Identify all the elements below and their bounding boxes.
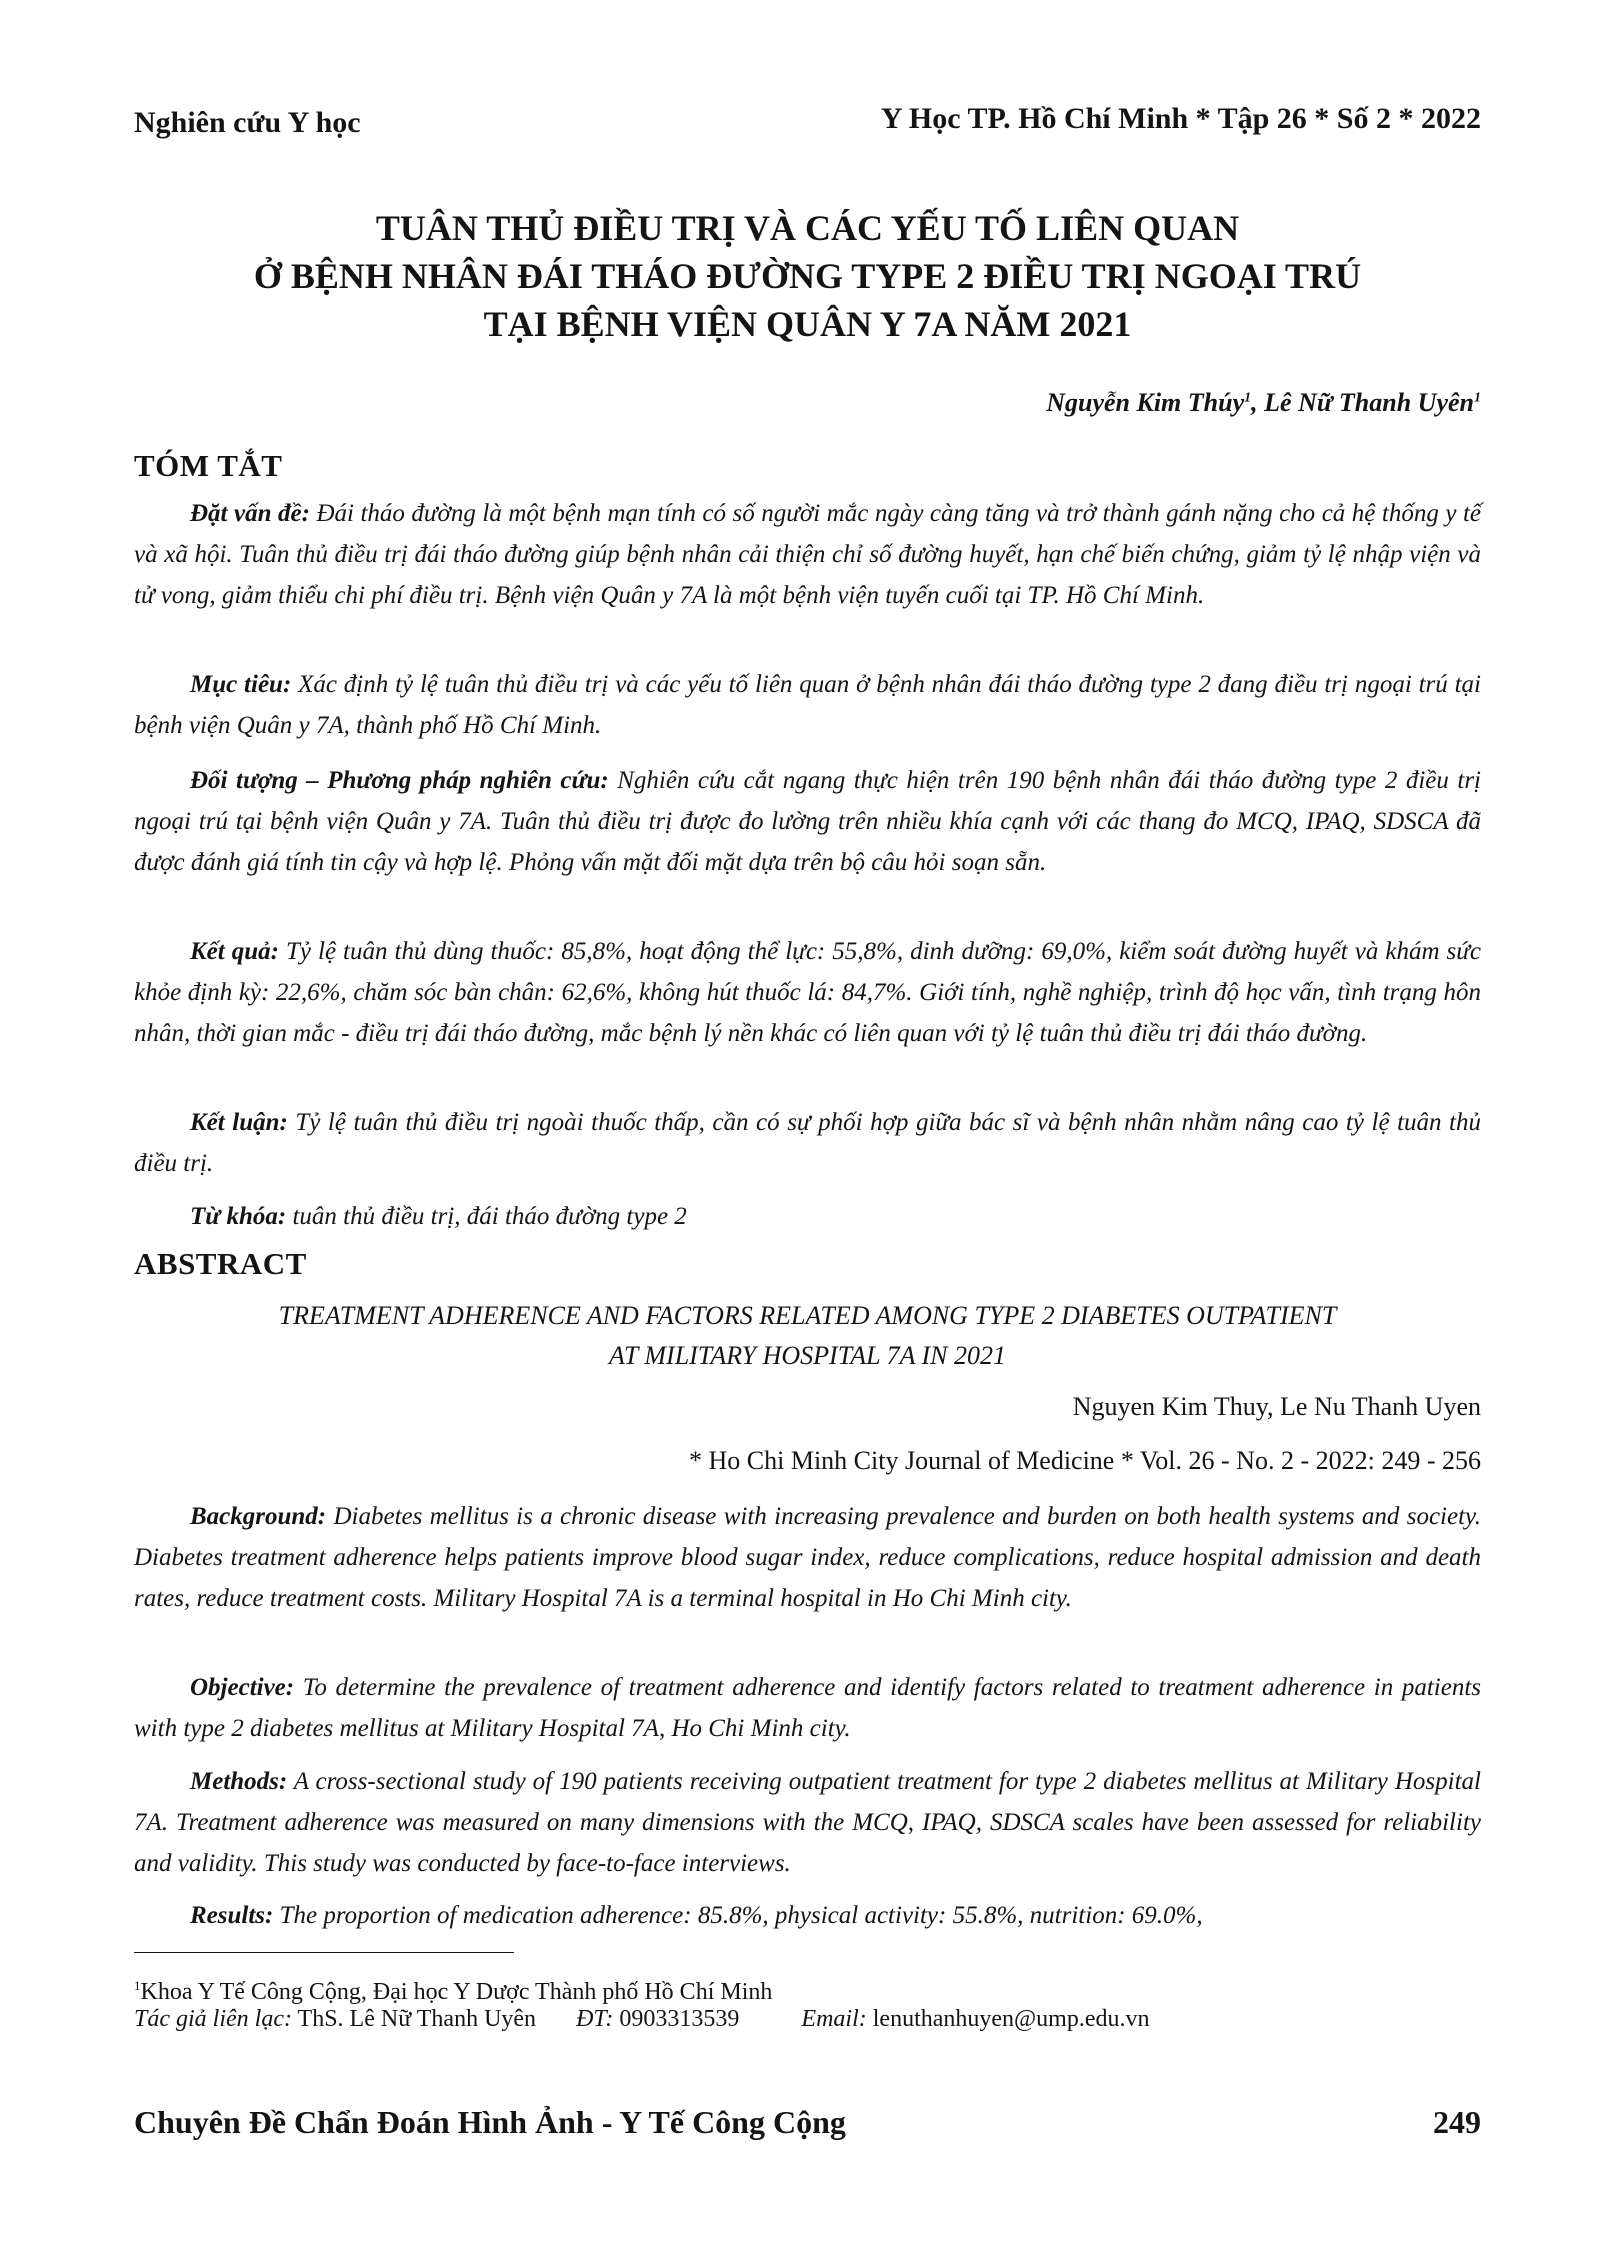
section-label: Objective: [190,1674,295,1701]
contact-label: Tác giả liên lạc: [134,2006,292,2032]
author-separator: , [1251,388,1265,417]
abstract-background [134,1496,1481,1619]
section-text: Nghiên cứu cắt ngang thực hiện trên 190 bệnh nhân đái tháo đường type 2 điều trị ngoại trú tại bệnh viện Quân y 7A. Tuân thủ điều trị được đo lường trên nhiều khía cạnh với các thang đo MCQ, IPAQ, SDSCA đã được đánh giá tính tin cậy và hợp lệ. Phỏng vấn mặt đối mặt dựa trên bộ câu hỏi soạn sẵn. [134,767,1481,876]
section-label: Từ khóa: [190,1203,287,1230]
section-label: Background: [190,1503,327,1530]
affiliation-footnote [134,1968,772,2010]
abstract-title-line: TREATMENT ADHERENCE AND FACTORS RELATED AMONG TYPE 2 DIABETES OUTPATIENT [278,1301,1337,1330]
footnote-marker: 1 [134,1978,141,1993]
author-name: Lê Nữ Thanh Uyên [1264,388,1474,417]
summary-keywords [134,1196,1481,1237]
page-number: 249 [1433,2104,1481,2140]
title-line: Ở BỆNH NHÂN ĐÁI THÁO ĐƯỜNG TYPE 2 ĐIỀU TRỊ NGOẠI TRÚ [253,256,1362,296]
section-text: Diabetes mellitus is a chronic disease with increasing prevalence and burden on both health systems and society. Diabetes treatment adherence helps patients improve blood sugar index, reduce complications, reduce hospital admission and death rates, reduce treatment costs. Military Hospital 7A is a terminal hospital in Ho Chi Minh city. [134,1503,1481,1612]
email-address: lenuthanhuyen@ump.edu.vn [866,2006,1150,2032]
journal-citation: * Ho Chi Minh City Journal of Medicine * Vol. 26 - No. 2 - 2022: 249 - 256 [688,1446,1481,1475]
abstract-authors: Nguyen Kim Thuy, Le Nu Thanh Uyen [1072,1392,1481,1421]
phone-number: 0903313539 [613,2006,740,2032]
abstract-methods [134,1761,1481,1884]
section-text: Xác định tỷ lệ tuân thủ điều trị và các yếu tố liên quan ở bệnh nhân đái tháo đường type 2 đang điều trị ngoại trú tại bệnh viện Quân y 7A, thành phố Hồ Chí Minh. [134,671,1481,739]
summary-methods [134,760,1481,883]
running-footer: Chuyên Đề Chẩn Đoán Hình Ảnh - Y Tế Công Cộng [134,2104,846,2140]
summary-results [134,931,1481,1054]
section-text: tuân thủ điều trị, đái tháo đường type 2 [286,1203,687,1230]
abstract-results [134,1895,1481,1936]
section-label: Mục tiêu: [190,671,292,698]
article-title [134,204,1481,348]
section-text: Tỷ lệ tuân thủ dùng thuốc: 85,8%, hoạt động thể lực: 55,8%, dinh dưỡng: 69,0%, kiểm soát đường huyết và khám sức khỏe định kỳ: 22,6%, chăm sóc bàn chân: 62,6%, không hút thuốc lá: 84,7%. Giới tính, nghề nghiệp, trình độ học vấn, tình trạng hôn nhân, thời gian mắc - điều trị đái tháo đường, mắc bệnh lý nền khác có liên quan với tỷ lệ tuân thủ điều trị đái tháo đường. [134,938,1481,1047]
summary-heading: TÓM TẮT [134,448,283,483]
section-text: Đái tháo đường là một bệnh mạn tính có số người mắc ngày càng tăng và trở thành gánh nặng cho cả hệ thống y tế và xã hội. Tuân thủ điều trị đái tháo đường giúp bệnh nhân cải thiện chỉ số đường huyết, hạn chế biến chứng, giảm tỷ lệ nhập viện và tử vong, giảm thiểu chi phí điều trị. Bệnh viện Quân y 7A là một bệnh viện tuyến cuối tại TP. Hồ Chí Minh. [134,500,1481,609]
abstract-title [134,1296,1481,1376]
phone-label: ĐT: [576,2006,614,2032]
title-line: TUÂN THỦ ĐIỀU TRỊ VÀ CÁC YẾU TỐ LIÊN QUAN [375,208,1240,248]
summary-conclusion [134,1102,1481,1184]
section-text: A cross-sectional study of 190 patients receiving outpatient treatment for type 2 diabetes mellitus at Military Hospital 7A. Treatment adherence was measured on many dimensions with the MCQ, IPAQ, SDSCA scales have been assessed for reliability and validity. This study was conducted by face-to-face interviews. [134,1768,1481,1877]
section-text: The proportion of medication adherence: 85.8%, physical activity: 55.8%, nutrition: 69.0%, [273,1902,1203,1929]
section-label: Kết quả: [190,938,279,965]
affiliation-marker: 1 [1474,390,1481,406]
title-line: TẠI BỆNH VIỆN QUÂN Y 7A NĂM 2021 [483,304,1132,344]
summary-background [134,493,1481,616]
author-name: Nguyễn Kim Thúy [1046,388,1245,417]
section-label: Đặt vấn đề: [190,500,310,527]
abstract-title-line: AT MILITARY HOSPITAL 7A IN 2021 [608,1341,1007,1370]
running-header-right: Y Học TP. Hồ Chí Minh * Tập 26 * Số 2 * 2022 [880,102,1481,135]
contact-name: ThS. Lê Nữ Thanh Uyên [291,2006,537,2032]
section-label: Đối tượng – Phương pháp nghiên cứu: [190,767,609,794]
abstract-heading: ABSTRACT [134,1246,307,1281]
author-list [1046,388,1481,418]
footnote-divider [134,1952,514,1953]
summary-objective [134,664,1481,746]
running-header-left: Nghiên cứu Y học [134,106,361,139]
email-label: Email: [801,2006,867,2032]
section-label: Kết luận: [190,1109,288,1136]
section-label: Results: [190,1902,274,1929]
section-label: Methods: [190,1768,288,1795]
section-text: To determine the prevalence of treatment adherence and identify factors related to treatment adherence in patients with type 2 diabetes mellitus at Military Hospital 7A, Ho Chi Minh city. [134,1674,1481,1742]
section-text: Tỷ lệ tuân thủ điều trị ngoài thuốc thấp, cần có sự phối hợp giữa bác sĩ và bệnh nhân nhằm nâng cao tỷ lệ tuân thủ điều trị. [134,1109,1481,1177]
abstract-objective [134,1667,1481,1749]
corresponding-author [134,2006,1149,2033]
affiliation-text: Khoa Y Tế Công Cộng, Đại học Y Dược Thành phố Hồ Chí Minh [140,1979,773,2005]
affiliation-marker: 1 [1244,390,1252,406]
